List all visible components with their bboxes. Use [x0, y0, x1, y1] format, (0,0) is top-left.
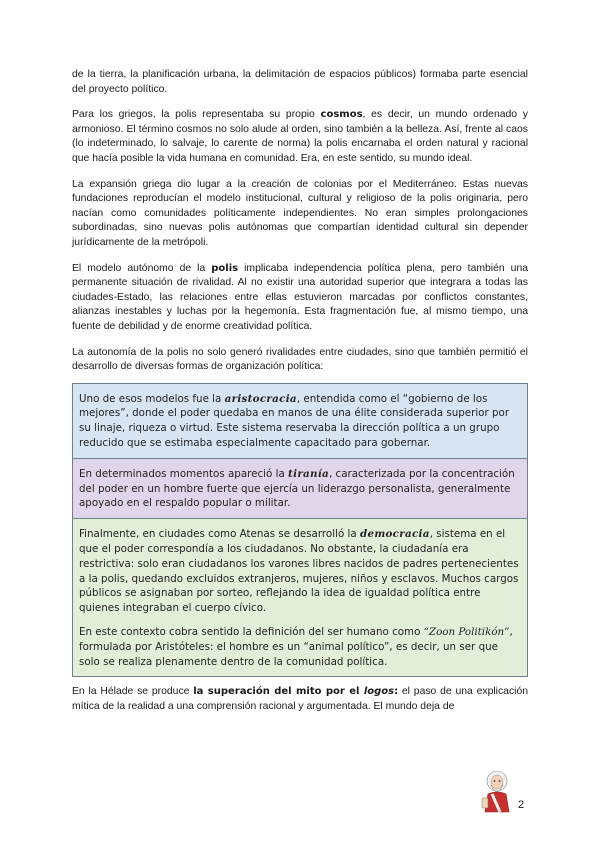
paragraph-text: Para los griegos, la polis representaba su propio	[72, 109, 321, 121]
box-text: , caracterizada por la concentración del poder en un hombre fuerte que ejercía un liderazgo personalista, generalmente apoyado en el respaldo popular o militar.	[79, 467, 515, 510]
box-text: , formulada por Aristóteles: el hombre es un “animal político”, es decir, un ser que solo se realiza plenamente dentro de la comunidad política.	[79, 626, 513, 668]
keyword-part: la superación del mito por el	[193, 686, 364, 698]
tyranny-box	[72, 459, 528, 519]
paragraph-text: , es decir, un mundo ordenado y armonioso. El término cosmos no solo alude al orden, sino también a la belleza. Así, frente al caos (lo indeterminado, lo salvaje, lo carente de norma) la polis encarnaba el orden natural y racional que hacía posible la vida humana en comunidad. Era, en este sentido, su mundo ideal.	[72, 109, 528, 164]
term-zoon-politikon: “Zoon Politikón”	[423, 626, 510, 639]
democracy-text	[79, 527, 521, 616]
paragraph-text: El modelo autónomo de la	[72, 262, 212, 274]
keyword-cosmos: cosmos	[320, 109, 363, 121]
paragraph-polis-rivalry	[72, 262, 528, 335]
keyword-logos: logos	[363, 686, 395, 698]
box-text: Uno de esos modelos fue la	[79, 392, 225, 405]
keyword-polis: polis	[211, 262, 239, 274]
keyword-colon: :	[394, 686, 399, 698]
box-text: , sistema en el que el poder correspondía a los ciudadanos. No obstante, la ciudadanía era restrictiva: solo eran ciudadanos los varones libres nacidos de padres pertenecientes a la polis, quedando excluidos extranjeros, mujeres, niños y esclavos. Muchos cargos públicos se asignaban por sorteo, reflejando la idea de igualdad política entre quienes integraban el cuerpo cívico.	[79, 528, 519, 615]
political-systems-boxes	[72, 383, 528, 678]
paragraph-colonies: La expansión griega dio lugar a la creación de colonias por el Mediterráneo. Estas nuevas fundaciones reproducían el modelo institucional, cultural y religioso de la polis originaria, pero nacían como comunidades políticamente independientes. No eran simples prolongaciones subordinadas, sino nuevas polis autónomas que compartían identidad cultural sin depender jurídicamente de la metrópoli.	[72, 178, 528, 248]
paragraph-cosmos	[72, 108, 528, 166]
paragraph-text: implicaba independencia política plena, pero también una permanente situación de rivalidad. Al no existir una autoridad superior que integrara a todas las ciudades-Estado, las relaciones entre ellas estuvieron marcadas por conflictos constantes, alianzas inestables y luchas por la hegemonía. Esta fragmentación fue, al mismo tiempo, una fuente de debilidad y de enorme creatividad política.	[72, 262, 528, 332]
paragraph-text: En la Hélade se produce	[72, 686, 194, 698]
box-text: Finalmente, en ciudades como Atenas se desarrolló la	[79, 528, 360, 541]
aristocracy-box	[72, 383, 528, 459]
box-text: En este contexto cobra sentido la definición del ser humano como	[79, 626, 424, 639]
paragraph-political-forms: La autonomía de la polis no solo generó rivalidades entre ciudades, sino que también permitió el desarrollo de diversas formas de organización política:	[72, 346, 528, 373]
keyword-mito-logos	[193, 686, 398, 697]
philosopher-illustration-icon	[478, 768, 516, 816]
term-democracia: democracia	[359, 528, 430, 541]
zoon-politikon-text	[79, 625, 521, 669]
paragraph-urban-planning: de la tierra, la planificación urbana, la delimitación de espacios públicos) formaba parte esencial del proyecto político.	[72, 69, 528, 95]
term-tirania: tiranía	[288, 467, 329, 480]
page-number: 2	[518, 799, 525, 811]
document-page	[72, 68, 528, 726]
box-text: En determinados momentos apareció la	[79, 467, 289, 480]
paragraph-text: el paso de una explicación mítica de la realidad a una comprensión racional y argumentada. El mundo deja de	[72, 686, 529, 713]
tyranny-text	[79, 467, 521, 511]
paragraph-logos	[72, 685, 528, 714]
aristocracy-text	[79, 392, 521, 451]
democracy-box	[72, 519, 528, 677]
box-text: , entendida como el “gobierno de los mejores”, donde el poder quedaba en manos de una élite considerada superior por su linaje, riqueza o virtud. Este sistema reservaba la dirección política a un grupo reducido que se estimaba especialmente capacitado para gobernar.	[79, 392, 510, 450]
term-aristocracia: aristocracia	[224, 392, 297, 405]
